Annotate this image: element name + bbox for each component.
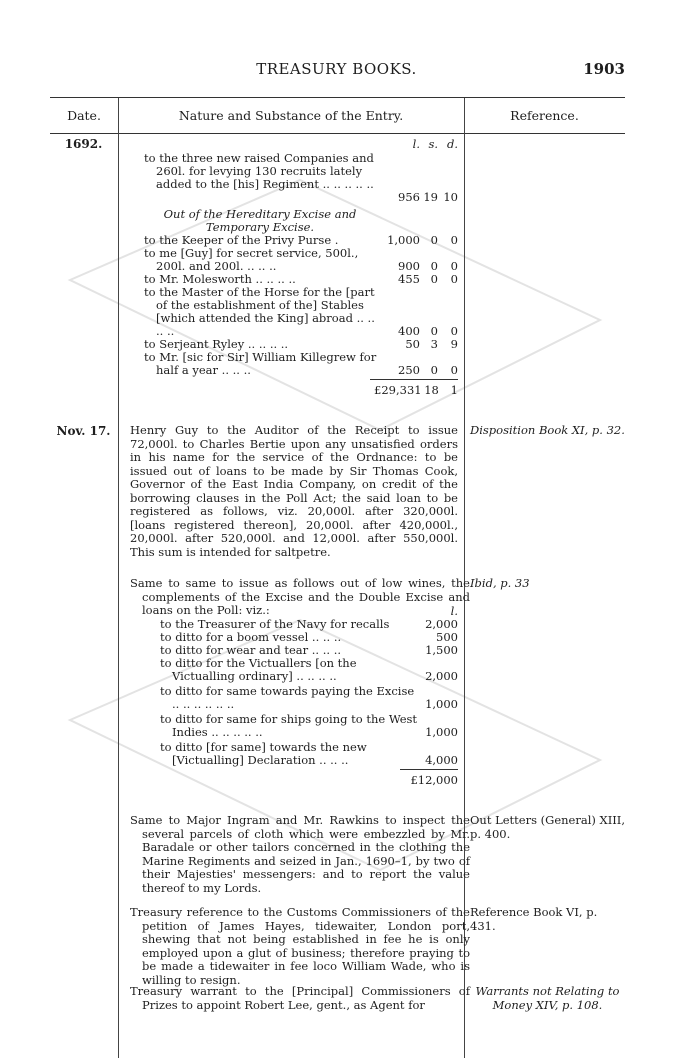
ledger-amount: 4,000 — [425, 753, 458, 767]
amount-pounds: 400 — [398, 324, 420, 338]
column-divider-date — [118, 98, 119, 1058]
entry-text: Same to same to issue as follows out of low wines, the complements of the Excise and the Double Excise and loans on the Poll: viz.: — [130, 576, 470, 617]
entry-reference: Warrants not Relating to Money XIV, p. 108. — [475, 984, 620, 1012]
page-number: 1903 — [583, 60, 625, 78]
ledger-total — [366, 384, 458, 397]
amount-pounds: 250 — [398, 363, 420, 377]
amount-shillings: 0 — [430, 363, 438, 377]
ledger-line: to the Treasurer of the Navy for recalls — [160, 617, 390, 631]
amount-shillings: 0 — [430, 324, 438, 338]
amount-pence: 0 — [450, 259, 458, 273]
ledger-line: to ditto [for same] towards the new [Victualling] Declaration .. .. .. — [160, 740, 367, 767]
ledger-line: to Mr. [sic for Sir] William Killegrew for half a year .. .. .. — [144, 350, 377, 377]
amount-shillings: 0 — [430, 259, 438, 273]
amount-shillings: 0 — [430, 272, 438, 286]
table-header-rule — [50, 133, 625, 134]
amount-pence: 10 — [443, 190, 458, 204]
total-pence: 1 — [450, 383, 458, 397]
amount-pence: 0 — [450, 233, 458, 247]
ledger-line: to the three new raised Companies and 260l. for levying 130 recruits lately added to the [his] Regiment .. .. .. .. .. — [144, 151, 374, 191]
total-rule — [370, 379, 458, 380]
ledger-subheading: Out of the Hereditary Excise and Temporary Excise. — [163, 207, 357, 234]
amount-shillings: 19 — [423, 190, 438, 204]
ledger-line: to Mr. Molesworth .. .. .. .. — [144, 272, 296, 286]
amount-pounds: 1,000 — [387, 233, 420, 247]
ledger-line: to Serjeant Ryley .. .. .. .. — [144, 337, 289, 351]
ledger-amount: 1,000 — [425, 697, 458, 711]
ledger-line: to the Keeper of the Privy Purse . — [144, 233, 339, 247]
entry-date: Nov. 17. — [56, 424, 111, 438]
entry-text: Henry Guy to the Auditor of the Receipt to issue 72,000l. to Charles Bertie upon any unsatisfied orders in his name for the service of the Ordnance: to be issued out of loans to be made by Sir Thomas Cook, Governor of the East India Company, on credit of the borrowing clauses in the Poll Act; the said loan to be registered as follows, viz. 20,000l. after 320,000l. [loans registered thereon], 20,000l. after 420,000l., 20,000l. after 520,000l. and 12,000l. after 550,000l. This sum is intended for saltpetre. — [130, 423, 458, 559]
page-header-title: TREASURY BOOKS. — [256, 60, 417, 78]
pence-header: d. — [446, 137, 458, 151]
ledger-line: to ditto for a boom vessel .. .. .. — [160, 630, 342, 644]
entry-reference: Disposition Book XI, p. 32. — [470, 423, 625, 437]
amount-pence: 0 — [450, 272, 458, 286]
entry-text: Treasury reference to the Customs Commissioners of the petition of James Hayes, tidewaiter, London port, shewing that not being established in fee he is only employed upon a glut of business; therefore praying to be made a tidewaiter in fee loco William Wade, who is willing to resign. — [130, 905, 470, 987]
ledger-amount: 2,000 — [425, 617, 458, 631]
total-shillings: 18 — [424, 383, 439, 397]
currency-header — [366, 138, 458, 151]
ledger-line: to the Master of the Horse for the [part of the establishment of the] Stables [which attended the King] abroad .. .. .. .. — [144, 285, 375, 338]
column-header-nature: Nature and Substance of the Entry. — [178, 108, 404, 123]
total-rule — [400, 769, 458, 770]
total-pounds: £29,331 — [374, 383, 422, 397]
ledger-line: to ditto for same towards paying the Excise .. .. .. .. .. .. — [160, 684, 415, 711]
amount-pence: 0 — [450, 324, 458, 338]
amount-shillings: 0 — [430, 233, 438, 247]
ledger-line: to ditto for the Victuallers [on the Victualling ordinary] .. .. .. .. — [160, 656, 357, 683]
pounds-header: l. — [412, 137, 420, 151]
ledger-amount: 1,500 — [425, 643, 458, 657]
ledger-amount: 500 — [436, 630, 458, 644]
entry-text: Same to Major Ingram and Mr. Rawkins to inspect the several parcels of cloth which were embezzled by Mr. Baradale or other tailors concerned in the clothing the Marine Regiments and seized in Jan., 1690–1, by two of their Majesties' messengers: and to report the value thereof to my Lords. — [130, 813, 470, 895]
entry-reference: Reference Book VI, p. 431. — [470, 905, 598, 933]
table-top-rule — [50, 97, 625, 98]
ledger-amount — [366, 234, 458, 247]
entry-reference — [470, 814, 625, 841]
amount-pence: 0 — [450, 363, 458, 377]
amount-pounds: 900 — [398, 259, 420, 273]
amount-pounds: 50 — [405, 337, 420, 351]
ledger-line: to ditto for wear and tear .. .. .. — [160, 643, 342, 657]
ledger-amount — [366, 191, 458, 204]
entry-date: 1692. — [64, 137, 103, 151]
amount-pounds: 956 — [398, 190, 420, 204]
ledger-line: to ditto for same for ships going to the West Indies .. .. .. .. .. — [160, 712, 418, 739]
currency-header: l. — [450, 604, 458, 618]
column-header-reference: Reference. — [510, 108, 579, 123]
reference-text: Out Letters (General) XIII, p. 400. — [470, 813, 625, 841]
ledger-total: £12,000 — [410, 773, 458, 787]
ledger-amount — [366, 273, 458, 286]
entry-reference: Ibid, p. 33 — [470, 576, 530, 590]
ledger-amount — [366, 364, 458, 377]
amount-pence: 9 — [450, 337, 458, 351]
shillings-header: s. — [428, 137, 438, 151]
column-header-date: Date. — [67, 108, 101, 123]
ledger-amount: 2,000 — [425, 669, 458, 683]
amount-pounds: 455 — [398, 272, 420, 286]
ledger-amount: 1,000 — [425, 725, 458, 739]
ledger-amount — [366, 338, 458, 351]
amount-shillings: 3 — [430, 337, 438, 351]
entry-text: Treasury warrant to the [Principal] Commissioners of Prizes to appoint Robert Lee, gent., as Agent for — [130, 984, 470, 1012]
ledger-line: to me [Guy] for secret service, 500l., 200l. and 200l. .. .. .. — [144, 246, 359, 273]
